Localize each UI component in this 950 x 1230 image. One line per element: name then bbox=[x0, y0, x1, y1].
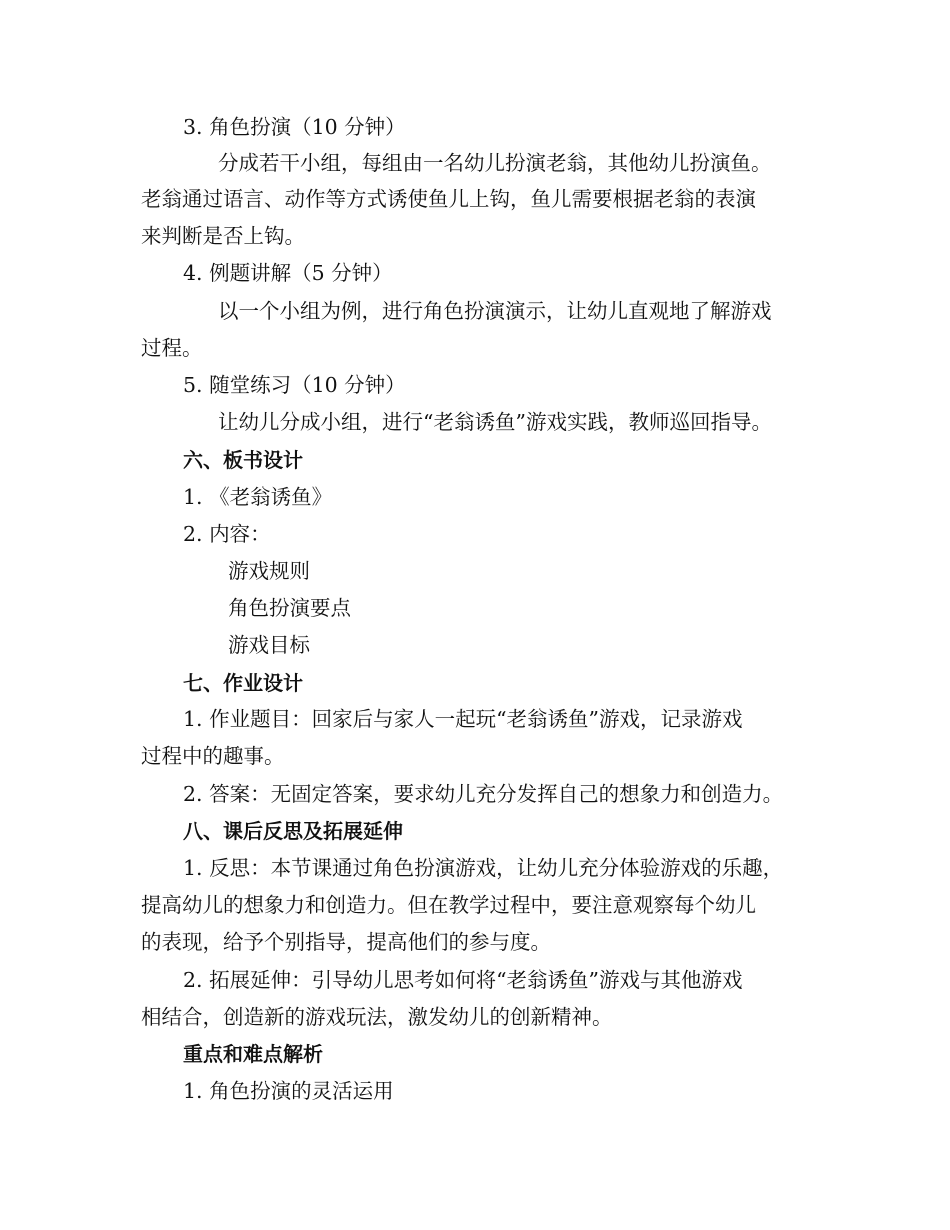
homework-item-2: 2. 答案：无固定答案，要求幼儿充分发挥自己的想象力和创造力。 bbox=[183, 782, 784, 806]
section-3-paragraph-line-1: 分成若干小组，每组由一名幼儿扮演老翁，其他幼儿扮演鱼。 bbox=[218, 151, 772, 175]
reflection-item-1-line-2: 提高幼儿的想象力和创造力。但在教学过程中，要注意观察每个幼儿 bbox=[141, 893, 756, 917]
section-5-paragraph: 让幼儿分成小组，进行“老翁诱鱼”游戏实践，教师巡回指导。 bbox=[218, 410, 772, 434]
key-point-1: 1. 角色扮演的灵活运用 bbox=[183, 1079, 394, 1103]
section-3-title: 3. 角色扮演（10 分钟） bbox=[183, 115, 406, 139]
board-subitem-goals: 游戏目标 bbox=[228, 633, 310, 657]
reflection-item-1-line-3: 的表现，给予个别指导，提高他们的参与度。 bbox=[141, 930, 551, 954]
heading-homework-design: 七、作业设计 bbox=[183, 671, 303, 695]
heading-key-points: 重点和难点解析 bbox=[183, 1042, 323, 1066]
section-4-paragraph-line-1: 以一个小组为例，进行角色扮演演示，让幼儿直观地了解游戏 bbox=[218, 299, 772, 323]
reflection-item-1-line-1: 1. 反思：本节课通过角色扮演游戏，让幼儿充分体验游戏的乐趣， bbox=[183, 856, 784, 880]
board-item-1: 1. 《老翁诱鱼》 bbox=[183, 485, 333, 509]
homework-item-1-line-1: 1. 作业题目：回家后与家人一起玩“老翁诱鱼”游戏，记录游戏 bbox=[183, 707, 743, 731]
reflection-item-2-line-1: 2. 拓展延伸：引导幼儿思考如何将“老翁诱鱼”游戏与其他游戏 bbox=[183, 968, 743, 992]
section-3-paragraph-line-3: 来判断是否上钩。 bbox=[141, 224, 305, 248]
section-3-paragraph-line-2: 老翁通过语言、动作等方式诱使鱼儿上钩，鱼儿需要根据老翁的表演 bbox=[141, 187, 756, 211]
section-4-paragraph-line-2: 过程。 bbox=[141, 336, 203, 360]
section-4-title: 4. 例题讲解（5 分钟） bbox=[183, 261, 393, 285]
reflection-item-2-line-2: 相结合，创造新的游戏玩法，激发幼儿的创新精神。 bbox=[141, 1005, 613, 1029]
board-subitem-roleplay: 角色扮演要点 bbox=[228, 596, 351, 620]
homework-item-1-line-2: 过程中的趣事。 bbox=[141, 744, 285, 768]
board-subitem-rules: 游戏规则 bbox=[228, 559, 310, 583]
heading-reflection: 八、课后反思及拓展延伸 bbox=[183, 819, 403, 843]
board-item-2: 2. 内容： bbox=[183, 522, 271, 546]
heading-board-design: 六、板书设计 bbox=[183, 448, 303, 472]
section-5-title: 5. 随堂练习（10 分钟） bbox=[183, 373, 406, 397]
